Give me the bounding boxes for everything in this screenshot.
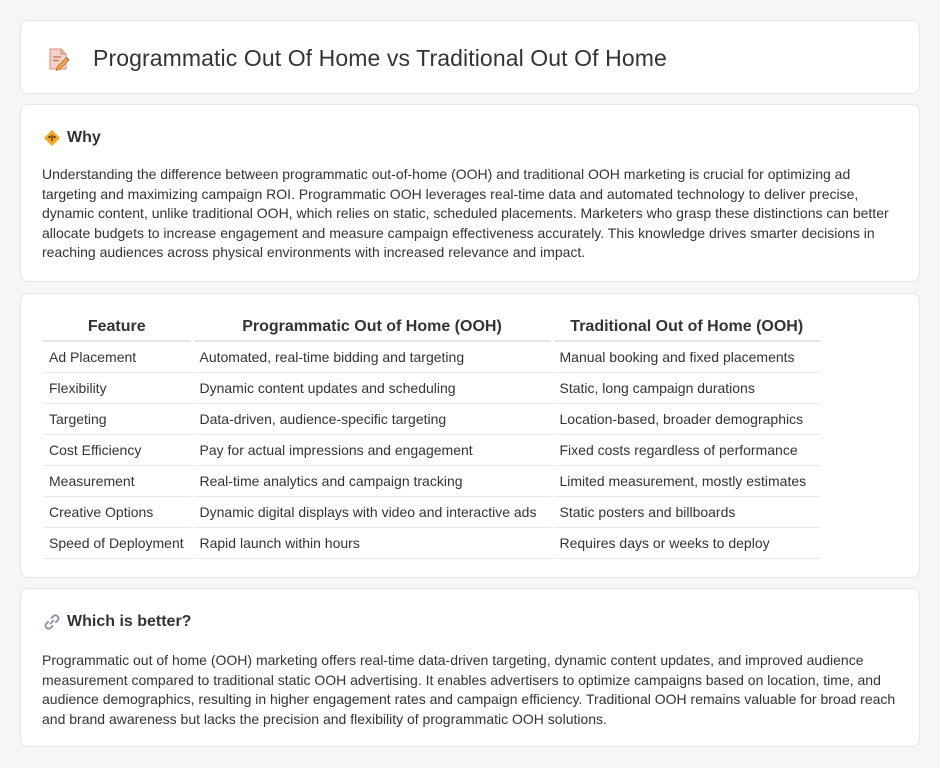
better-section — [20, 588, 920, 747]
table-cell: Limited measurement, mostly estimates — [552, 465, 820, 496]
table-cell: Targeting — [43, 403, 192, 434]
document-pencil-icon — [45, 46, 71, 72]
table-cell: Requires days or weeks to deploy — [552, 527, 820, 558]
table-cell: Data-driven, audience-specific targeting — [192, 403, 552, 434]
table-cell: Static, long campaign durations — [552, 372, 820, 403]
table-row — [43, 496, 820, 527]
table-cell: Location-based, broader demographics — [552, 403, 820, 434]
link-icon — [43, 613, 61, 631]
better-heading-row — [43, 613, 191, 631]
table-cell: Automated, real-time bidding and targeting — [192, 341, 552, 372]
table-row — [43, 341, 820, 372]
table-row — [43, 403, 820, 434]
title-card — [20, 20, 920, 94]
table-row — [43, 465, 820, 496]
comparison-section — [20, 293, 920, 578]
table-cell: Cost Efficiency — [43, 434, 192, 465]
table-cell: Dynamic digital displays with video and interactive ads — [192, 496, 552, 527]
table-cell: Measurement — [43, 465, 192, 496]
table-cell: Real-time analytics and campaign tracking — [192, 465, 552, 496]
why-heading-row — [43, 129, 101, 147]
page-title: Programmatic Out Of Home vs Traditional Out Of Home — [93, 45, 667, 71]
table-cell: Speed of Deployment — [43, 527, 192, 558]
table-cell: Fixed costs regardless of performance — [552, 434, 820, 465]
better-heading: Which is better? — [67, 613, 192, 630]
table-row — [43, 434, 820, 465]
table-row — [43, 527, 820, 558]
table-cell: Flexibility — [43, 372, 192, 403]
why-text: Understanding the difference between programmatic out-of-home (OOH) and traditional OOH marketing is crucial for optimizing ad targeting and maximizing campaign ROI. Programmatic OOH leverages real-time data and automated technology to deliver precise, dynamic content, unlike traditional OOH, which relies on static, scheduled placements. Marketers who grasp these distinctions can better allocate budgets to increase engagement and measure campaign effectiveness accurately. This knowledge drives smarter decisions in reaching audiences across physical environments with increased relevance and impact. — [42, 166, 889, 261]
table-header-row — [43, 314, 820, 341]
table-cell: Static posters and billboards — [552, 496, 820, 527]
comparison-table — [43, 314, 820, 559]
header-feature: Feature — [43, 314, 192, 341]
header-programmatic: Programmatic Out of Home (OOH) — [192, 314, 552, 341]
table-cell: Ad Placement — [43, 341, 192, 372]
better-text: Programmatic out of home (OOH) marketing offers real-time data-driven targeting, dynamic content updates, and improved audience measurement compared to traditional static OOH advertising. It enables advertisers to optimize campaigns based on location, time, and audience demographics, resulting in higher engagement rates and campaign efficiency. Traditional OOH remains valuable for broad reach and brand awareness but lacks the precision and flexibility of programmatic OOH solutions. — [42, 652, 896, 727]
table-cell: Creative Options — [43, 496, 192, 527]
table-cell: Rapid launch within hours — [192, 527, 552, 558]
table-cell: Manual booking and fixed placements — [552, 341, 820, 372]
table-cell: Pay for actual impressions and engagement — [192, 434, 552, 465]
why-section — [20, 104, 920, 282]
table-cell: Dynamic content updates and scheduling — [192, 372, 552, 403]
header-traditional: Traditional Out of Home (OOH) — [552, 314, 820, 341]
why-heading: Why — [67, 129, 101, 146]
warning-diamond-icon — [43, 129, 61, 147]
table-row — [43, 372, 820, 403]
